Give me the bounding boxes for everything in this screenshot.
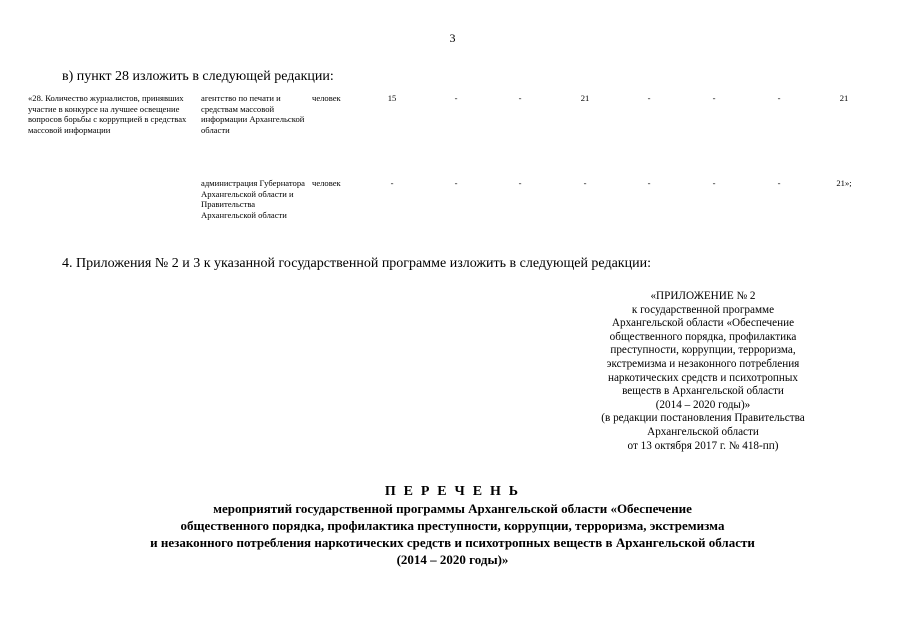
table-row-1-value-7: - (777, 93, 781, 103)
table-row-1-value-1: 15 (387, 93, 397, 103)
list-title-block (0, 483, 905, 568)
appendix-line: к государственной программе (631, 303, 775, 316)
table-row-1-executor: агентство по печати и средствам массовой информации Архангельской области (201, 93, 305, 135)
table-row-1-value-5: - (647, 93, 651, 103)
page-number: 3 (449, 31, 456, 45)
appendix-line: «ПРИЛОЖЕНИЕ № 2 (650, 290, 756, 302)
table-row-2-value-7: - (777, 178, 781, 188)
table-row-2-value-3: - (518, 178, 522, 188)
table-row-2-value-2: - (454, 178, 458, 188)
list-subtitle-line: и незаконного потребления наркотических средств и психотропных веществ в Архангельской области (150, 535, 755, 550)
appendix-line: экстремизма и незаконного потребления (606, 357, 800, 370)
list-subtitle-line: мероприятий государственной программы Архангельской области «Обеспечение (213, 501, 692, 516)
table-row-2-executor: администрация Губернатора Архангельской области и Правительства Архангельской области (201, 178, 305, 220)
appendix-line: наркотических средств и психотропных (607, 371, 799, 384)
appendix-line: преступности, коррупции, терроризма, (610, 344, 796, 357)
table-row-1-value-8: 21 (839, 93, 849, 103)
list-title: П Е Р Е Ч Е Н Ь (384, 484, 521, 499)
table-row-1-value-3: - (518, 93, 522, 103)
table-row-2-value-4: - (583, 178, 587, 188)
appendix-line: (в редакции постановления Правительства (601, 412, 805, 425)
table-row-1-unit: человек (312, 93, 341, 103)
appendix-line: от 13 октября 2017 г. № 418-пп) (627, 439, 779, 452)
table-row-1-title: «28. Количество журналистов, принявших участие в конкурсе на лучшее освещение вопросов борьбы с коррупцией в средствах массовой информации (28, 93, 187, 135)
list-subtitle-line: общественного порядка, профилактика преступности, коррупции, терроризма, экстремизма (180, 518, 725, 533)
table-row-2-value-5: - (647, 178, 651, 188)
list-subtitle-line: (2014 – 2020 годы)» (396, 552, 509, 567)
appendix-block (568, 290, 838, 453)
table-row-1-value-2: - (454, 93, 458, 103)
appendix-line: общественного порядка, профилактика (609, 330, 797, 343)
table-row-2-value-8: 21»; (836, 178, 852, 188)
appendix-line: Архангельской области (647, 425, 759, 438)
table-row-2-value-1: - (390, 178, 394, 188)
table-row-1-value-6: - (712, 93, 716, 103)
appendix-line: Архангельской области «Обеспечение (611, 317, 795, 330)
table-row-1-value-4: 21 (580, 93, 590, 103)
point-4-heading: 4. Приложения № 2 и 3 к указанной государственной программе изложить в следующей редакции: (62, 256, 651, 271)
table-row-2-unit: человек (312, 178, 341, 188)
table-row-2-value-6: - (712, 178, 716, 188)
appendix-line: веществ в Архангельской области (622, 385, 784, 398)
appendix-line: (2014 – 2020 годы)» (655, 398, 751, 411)
subpoint-heading: в) пункт 28 изложить в следующей редакции: (62, 69, 334, 84)
